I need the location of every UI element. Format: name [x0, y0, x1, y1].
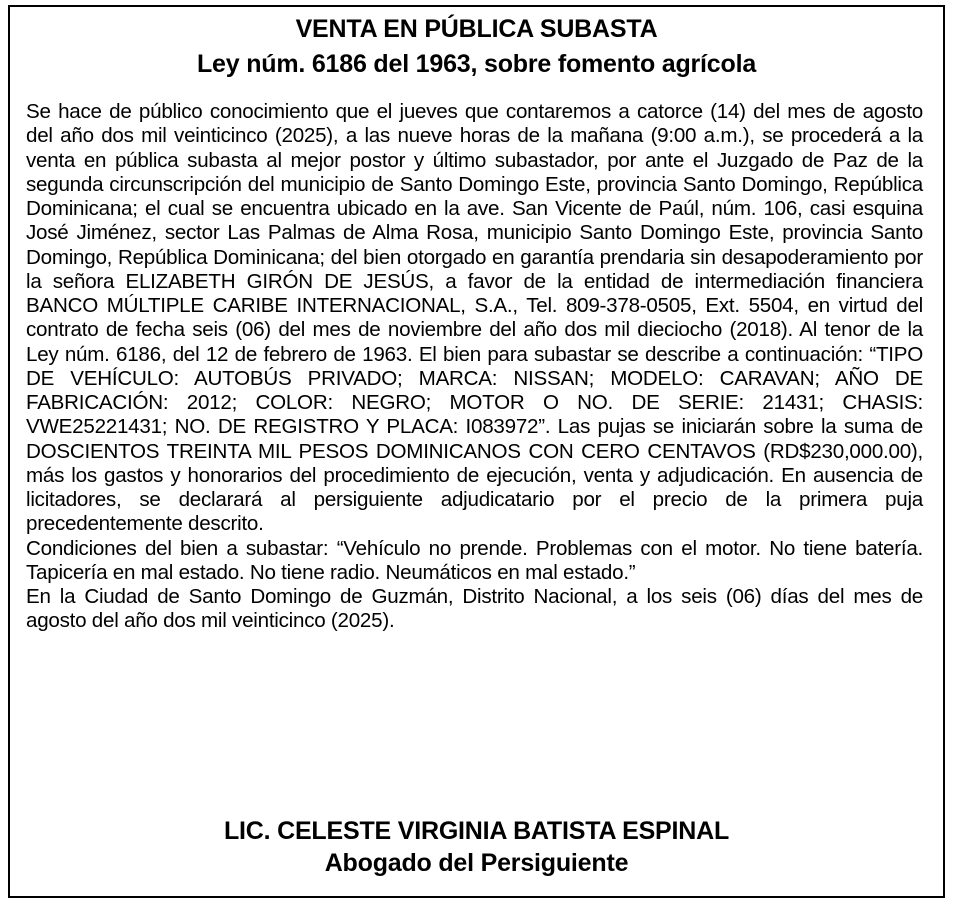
legal-notice-box: [8, 5, 945, 898]
notice-title: VENTA EN PÚBLICA SUBASTA: [295, 15, 658, 43]
notice-paragraph-conditions: Condiciones del bien a subastar: “Vehículo no prende. Problemas con el motor. No tiene batería. Tapicería en mal estado. No tiene radio. Neumáticos en mal estado.”: [26, 536, 923, 584]
notice-body: [26, 100, 923, 634]
signature-role: Abogado del Persiguiente: [324, 849, 629, 877]
notice-subtitle: Ley núm. 6186 del 1963, sobre fomento agrícola: [196, 50, 757, 78]
signature-name: LIC. CELESTE VIRGINIA BATISTA ESPINAL: [223, 817, 730, 845]
notice-paragraph-place-date: En la Ciudad de Santo Domingo de Guzmán, Distrito Nacional, a los seis (06) días del mes de agosto del año dos mil veinticinco (2025).: [26, 585, 923, 633]
notice-paragraph-main: Se hace de público conocimiento que el jueves que contaremos a catorce (14) del mes de agosto del año dos mil veinticinco (2025), a las nueve horas de la mañana (9:00 a.m.), se procederá a la venta en pública subasta al mejor postor y último subastador, por ante el Juzgado de Paz de la segunda circunscripción del municipio de Santo Domingo Este, provincia Santo Domingo, República Dominicana; el cual se encuentra ubicado en la ave. San Vicente de Paúl, núm. 106, casi esquina José Jiménez, sector Las Palmas de Alma Rosa, municipio Santo Domingo Este, provincia Santo Domingo, República Dominicana; del bien otorgado en garantía prendaria sin desapoderamiento por la señora ELIZABETH GIRÓN DE JESÚS, a favor de la entidad de intermediación financiera BANCO MÚLTIPLE CARIBE INTERNACIONAL, S.A., Tel. 809-378-0505, Ext. 5504, en virtud del contrato de fecha seis (06) del mes de noviembre del año dos mil dieciocho (2018). Al tenor de la Ley núm. 6186, del 12 de febrero de 1963. El bien para subastar se describe a continuación: “TIPO DE VEHÍCULO: AUTOBÚS PRIVADO; MARCA: NISSAN; MODELO: CARAVAN; AÑO DE FABRICACIÓN: 2012; COLOR: NEGRO; MOTOR O NO. DE SERIE: 21431; CHASIS: VWE25221431; NO. DE REGISTRO Y PLACA: I083972”. Las pujas se iniciarán sobre la suma de DOSCIENTOS TREINTA MIL PESOS DOMINICANOS CON CERO CENTAVOS (RD$230,000.00), más los gastos y honorarios del procedimiento de ejecución, venta y adjudicación. En ausencia de licitadores, se declarará al persiguiente adjudicatario por el precio de la primera puja precedentemente descrito.: [26, 100, 923, 536]
